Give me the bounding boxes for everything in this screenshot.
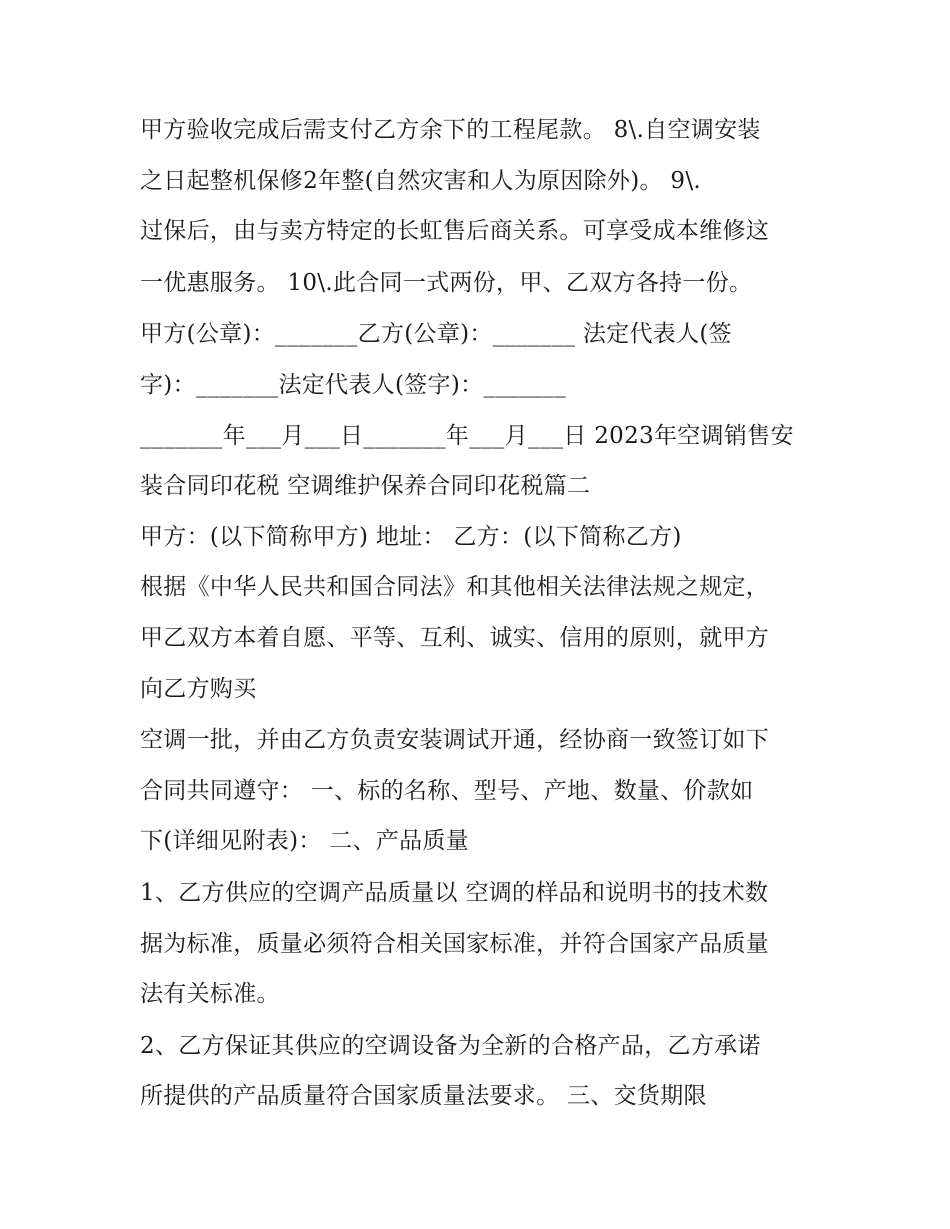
text-line: 过保后，由与卖方特定的长虹售后商关系。可享受成本维修这 (140, 218, 770, 244)
text-line: 字)：_______法定代表人(签字)：_______ (140, 372, 567, 398)
text-line: 甲乙双方本着自愿、平等、互利、诚实、信用的原则，就甲方 (140, 625, 770, 651)
text-line: 之日起整机保修2年整(自然灾害和人为原因除外)。 9\. (140, 168, 701, 194)
text-line: 甲方验收完成后需支付乙方余下的工程尾款。 8\.自空调安装 (140, 117, 761, 143)
text-line: 根据《中华人民共和国合同法》和其他相关法律法规之规定， (140, 574, 770, 600)
text-line: 1、乙方供应的空调产品质量以 空调的样品和说明书的技术数 (140, 880, 769, 906)
text-line: 一优惠服务。 10\.此合同一式两份，甲、乙双方各持一份。 (140, 270, 753, 296)
text-line: 装合同印花税 空调维护保养合同印花税篇二 (140, 473, 591, 499)
text-line: _______年___月___日_______年___月___日 2023年空调销售安 (140, 423, 794, 449)
text-line: 空调一批，并由乙方负责安装调试开通，经协商一致签订如下 (140, 727, 770, 753)
text-line: 据为标准，质量必须符合相关国家标准，并符合国家产品质量 (140, 931, 770, 957)
text-line: 向乙方购买 (140, 676, 257, 702)
text-line: 所提供的产品质量符合国家质量法要求。 三、交货期限 (140, 1083, 707, 1109)
text-line: 合同共同遵守： 一、标的名称、型号、产地、数量、价款如 (140, 778, 754, 804)
text-line: 法有关标准。 (140, 981, 280, 1007)
text-line: 甲方(公章)：_______乙方(公章)：_______ 法定代表人(签 (140, 321, 732, 347)
text-line: 2、乙方保证其供应的空调设备为全新的合格产品，乙方承诺 (140, 1033, 761, 1059)
text-line: 甲方：(以下简称甲方) 地址： 乙方：(以下简称乙方) (140, 524, 682, 550)
text-line: 下(详细见附表)： 二、产品质量 (140, 828, 470, 854)
